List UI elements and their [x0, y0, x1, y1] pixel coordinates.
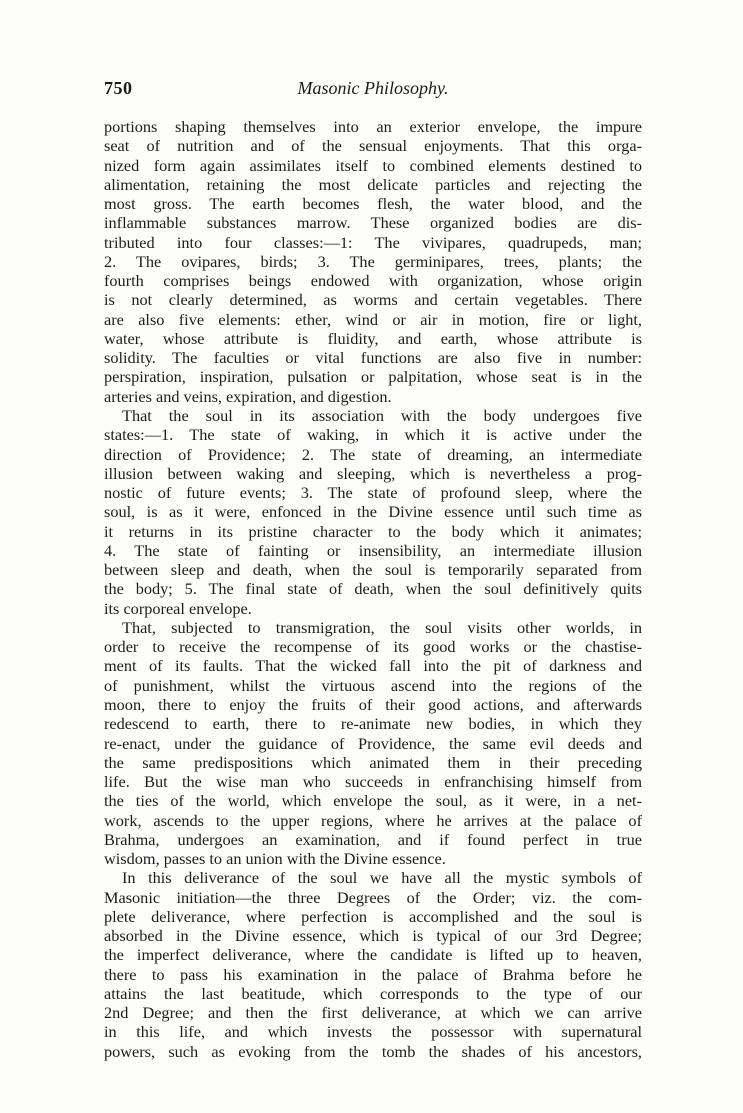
- text-line: soul, is as it were, enfonced in the Divine essence until such time as: [104, 502, 642, 522]
- text-line: direction of Providence; 2. The state of dreaming, an intermediate: [104, 444, 642, 464]
- text-line: seat of nutrition and of the sensual enjoyments. That this orga-: [104, 136, 642, 156]
- text-line: states:—1. The state of waking, in which it is active under the: [104, 425, 642, 445]
- text-line: redescend to earth, there to re-animate new bodies, in which they: [104, 714, 642, 734]
- text-line: In this deliverance of the soul we have all the mystic symbols of: [122, 868, 642, 888]
- text-line: absorbed in the Divine essence, which is typical of our 3rd Degree;: [104, 926, 642, 946]
- text-line: illusion between waking and sleeping, which is nevertheless a prog-: [104, 463, 642, 483]
- text-line: fourth comprises beings endowed with organization, whose origin: [104, 271, 642, 291]
- text-line: ment of its faults. That the wicked fall into the pit of darkness and: [104, 656, 642, 676]
- text-line: That, subjected to transmigration, the soul visits other worlds, in: [122, 617, 642, 637]
- text-line: its corporeal envelope.: [104, 598, 252, 618]
- text-line: That the soul in its association with the body undergoes five: [122, 405, 642, 425]
- running-title: Masonic Philosophy.: [297, 78, 449, 98]
- text-line: arteries and veins, expiration, and digestion.: [104, 386, 392, 406]
- text-line: water, whose attribute is fluidity, and earth, whose attribute is: [104, 328, 642, 348]
- text-line: tributed into four classes:—1: The vivipares, quadrupeds, man;: [104, 232, 642, 252]
- text-line: are also five elements: ether, wind or air in motion, fire or light,: [104, 309, 642, 329]
- text-line: attains the last beatitude, which corresponds to the type of our: [104, 983, 642, 1003]
- text-line: wisdom, passes to an union with the Divine essence.: [104, 849, 446, 869]
- text-line: 2nd Degree; and then the first deliverance, at which we can arrive: [104, 1003, 642, 1023]
- text-line: moon, there to enjoy the fruits of their good actions, and afterwards: [104, 694, 642, 714]
- text-line: plete deliverance, where perfection is accomplished and the soul is: [104, 906, 642, 926]
- text-line: work, ascends to the upper regions, where he arrives at the palace of: [104, 810, 642, 830]
- text-line: of punishment, whilst the virtuous ascend into the regions of the: [104, 675, 642, 695]
- text-line: 4. The state of fainting or insensibility, an intermediate illusion: [104, 540, 642, 560]
- text-line: the ties of the world, which envelope the soul, as it were, in a net-: [104, 791, 642, 811]
- text-line: is not clearly determined, as worms and certain vegetables. There: [104, 290, 642, 310]
- text-line: there to pass his examination in the palace of Brahma before he: [104, 964, 642, 984]
- text-line: solidity. The faculties or vital functions are also five in number:: [104, 348, 642, 368]
- text-line: the body; 5. The final state of death, when the soul definitively quits: [104, 579, 642, 599]
- text-line: 2. The ovipares, birds; 3. The germinipares, trees, plants; the: [104, 251, 642, 271]
- text-line: in this life, and which invests the possessor with supernatural: [104, 1022, 642, 1042]
- text-line: perspiration, inspiration, pulsation or palpitation, whose seat is in the: [104, 367, 642, 387]
- text-line: inflammable substances marrow. These organized bodies are dis-: [104, 213, 642, 233]
- text-line: nostic of future events; 3. The state of profound sleep, where the: [104, 483, 642, 503]
- text-line: the same predispositions which animated them in their preceding: [104, 752, 642, 772]
- text-line: the imperfect deliverance, where the candidate is lifted up to heaven,: [104, 945, 642, 965]
- text-line: it returns in its pristine character to the body which it animates;: [104, 521, 642, 541]
- text-line: nized form again assimilates itself to combined elements destined to: [104, 155, 642, 175]
- text-line: re-enact, under the guidance of Providence, the same evil deeds and: [104, 733, 642, 753]
- text-line: portions shaping themselves into an exterior envelope, the impure: [104, 117, 642, 136]
- text-line: most gross. The earth becomes flesh, the water blood, and the: [104, 194, 642, 214]
- page-header: [104, 78, 642, 104]
- text-line: alimentation, retaining the most delicate particles and rejecting the: [104, 174, 642, 194]
- text-line: order to receive the recompense of its good works or the chastise-: [104, 637, 642, 657]
- text-line: between sleep and death, when the soul is temporarily separated from: [104, 560, 642, 580]
- text-line: Masonic initiation—the three Degrees of the Order; viz. the com-: [104, 887, 642, 907]
- page-number: 750: [104, 78, 133, 98]
- body-text: [104, 117, 642, 1061]
- text-line: powers, such as evoking from the tomb the shades of his ancestors,: [104, 1041, 642, 1061]
- text-line: life. But the wise man who succeeds in enfranchising himself from: [104, 772, 642, 792]
- text-line: Brahma, undergoes an examination, and if found perfect in true: [104, 829, 642, 849]
